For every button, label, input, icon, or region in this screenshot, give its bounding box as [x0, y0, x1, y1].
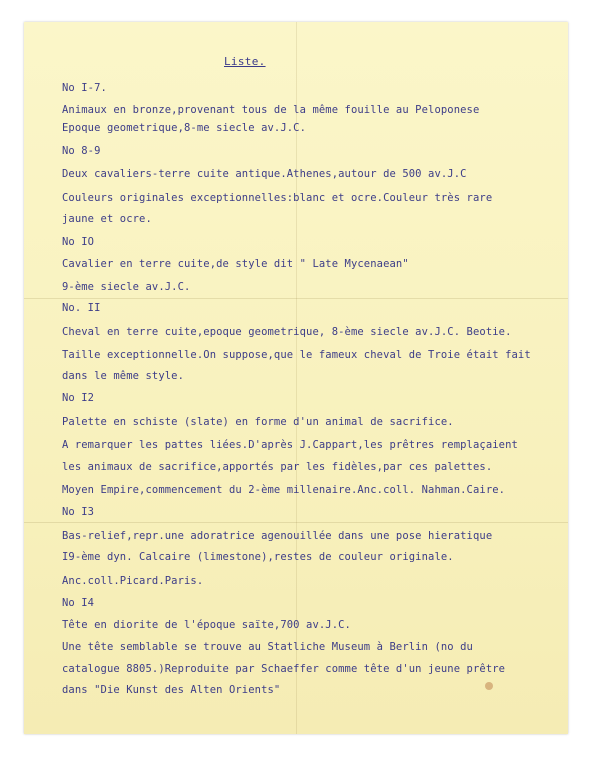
text-line: No I4: [62, 597, 95, 609]
text-line: Cavalier en terre cuite,de style dit " Late Mycenaean": [62, 258, 409, 270]
text-line: No 8-9: [62, 145, 101, 157]
text-line: No I2: [62, 392, 95, 404]
text-line: Animaux en bronze,provenant tous de la même fouille au Peloponese: [62, 104, 480, 116]
text-line: catalogue 8805.)Reproduite par Schaeffer comme tête d'un jeune prêtre: [62, 663, 506, 675]
document-title: Liste.: [224, 55, 266, 68]
text-line: dans "Die Kunst des Alten Orients": [62, 684, 281, 696]
text-line: Couleurs originales exceptionnelles:blanc et ocre.Couleur très rare: [62, 192, 493, 204]
text-line: No I3: [62, 506, 95, 518]
text-line: les animaux de sacrifice,apportés par les fidèles,par ces palettes.: [62, 461, 493, 473]
text-line: Deux cavaliers-terre cuite antique.Athenes,autour de 500 av.J.C: [62, 168, 467, 180]
text-line: I9-ème dyn. Calcaire (limestone),restes de couleur originale.: [62, 551, 454, 563]
text-line: 9-ème siecle av.J.C.: [62, 281, 191, 293]
text-line: Taille exceptionnelle.On suppose,que le fameux cheval de Troie était fait: [62, 349, 531, 361]
text-line: Bas-relief,repr.une adoratrice agenouillée dans une pose hieratique: [62, 530, 493, 542]
text-line: Cheval en terre cuite,epoque geometrique, 8-ème siecle av.J.C. Beotie.: [62, 326, 512, 338]
text-line: Moyen Empire,commencement du 2-ème millenaire.Anc.coll. Nahman.Caire.: [62, 484, 506, 496]
text-line: dans le même style.: [62, 370, 185, 382]
text-line: Une tête semblable se trouve au Statliche Museum à Berlin (no du: [62, 641, 473, 653]
text-line: No IO: [62, 236, 95, 248]
text-line: No I-7.: [62, 82, 107, 94]
text-line: Palette en schiste (slate) en forme d'un animal de sacrifice.: [62, 416, 454, 428]
text-line: A remarquer les pattes liées.D'après J.Cappart,les prêtres remplaçaient: [62, 439, 518, 451]
text-line: No. II: [62, 302, 101, 314]
stain-mark: [485, 682, 493, 690]
text-line: Epoque geometrique,8-me siecle av.J.C.: [62, 122, 307, 134]
text-line: Tête en diorite de l'époque saïte,700 av.J.C.: [62, 619, 351, 631]
text-line: Anc.coll.Picard.Paris.: [62, 575, 204, 587]
text-line: jaune et ocre.: [62, 213, 152, 225]
